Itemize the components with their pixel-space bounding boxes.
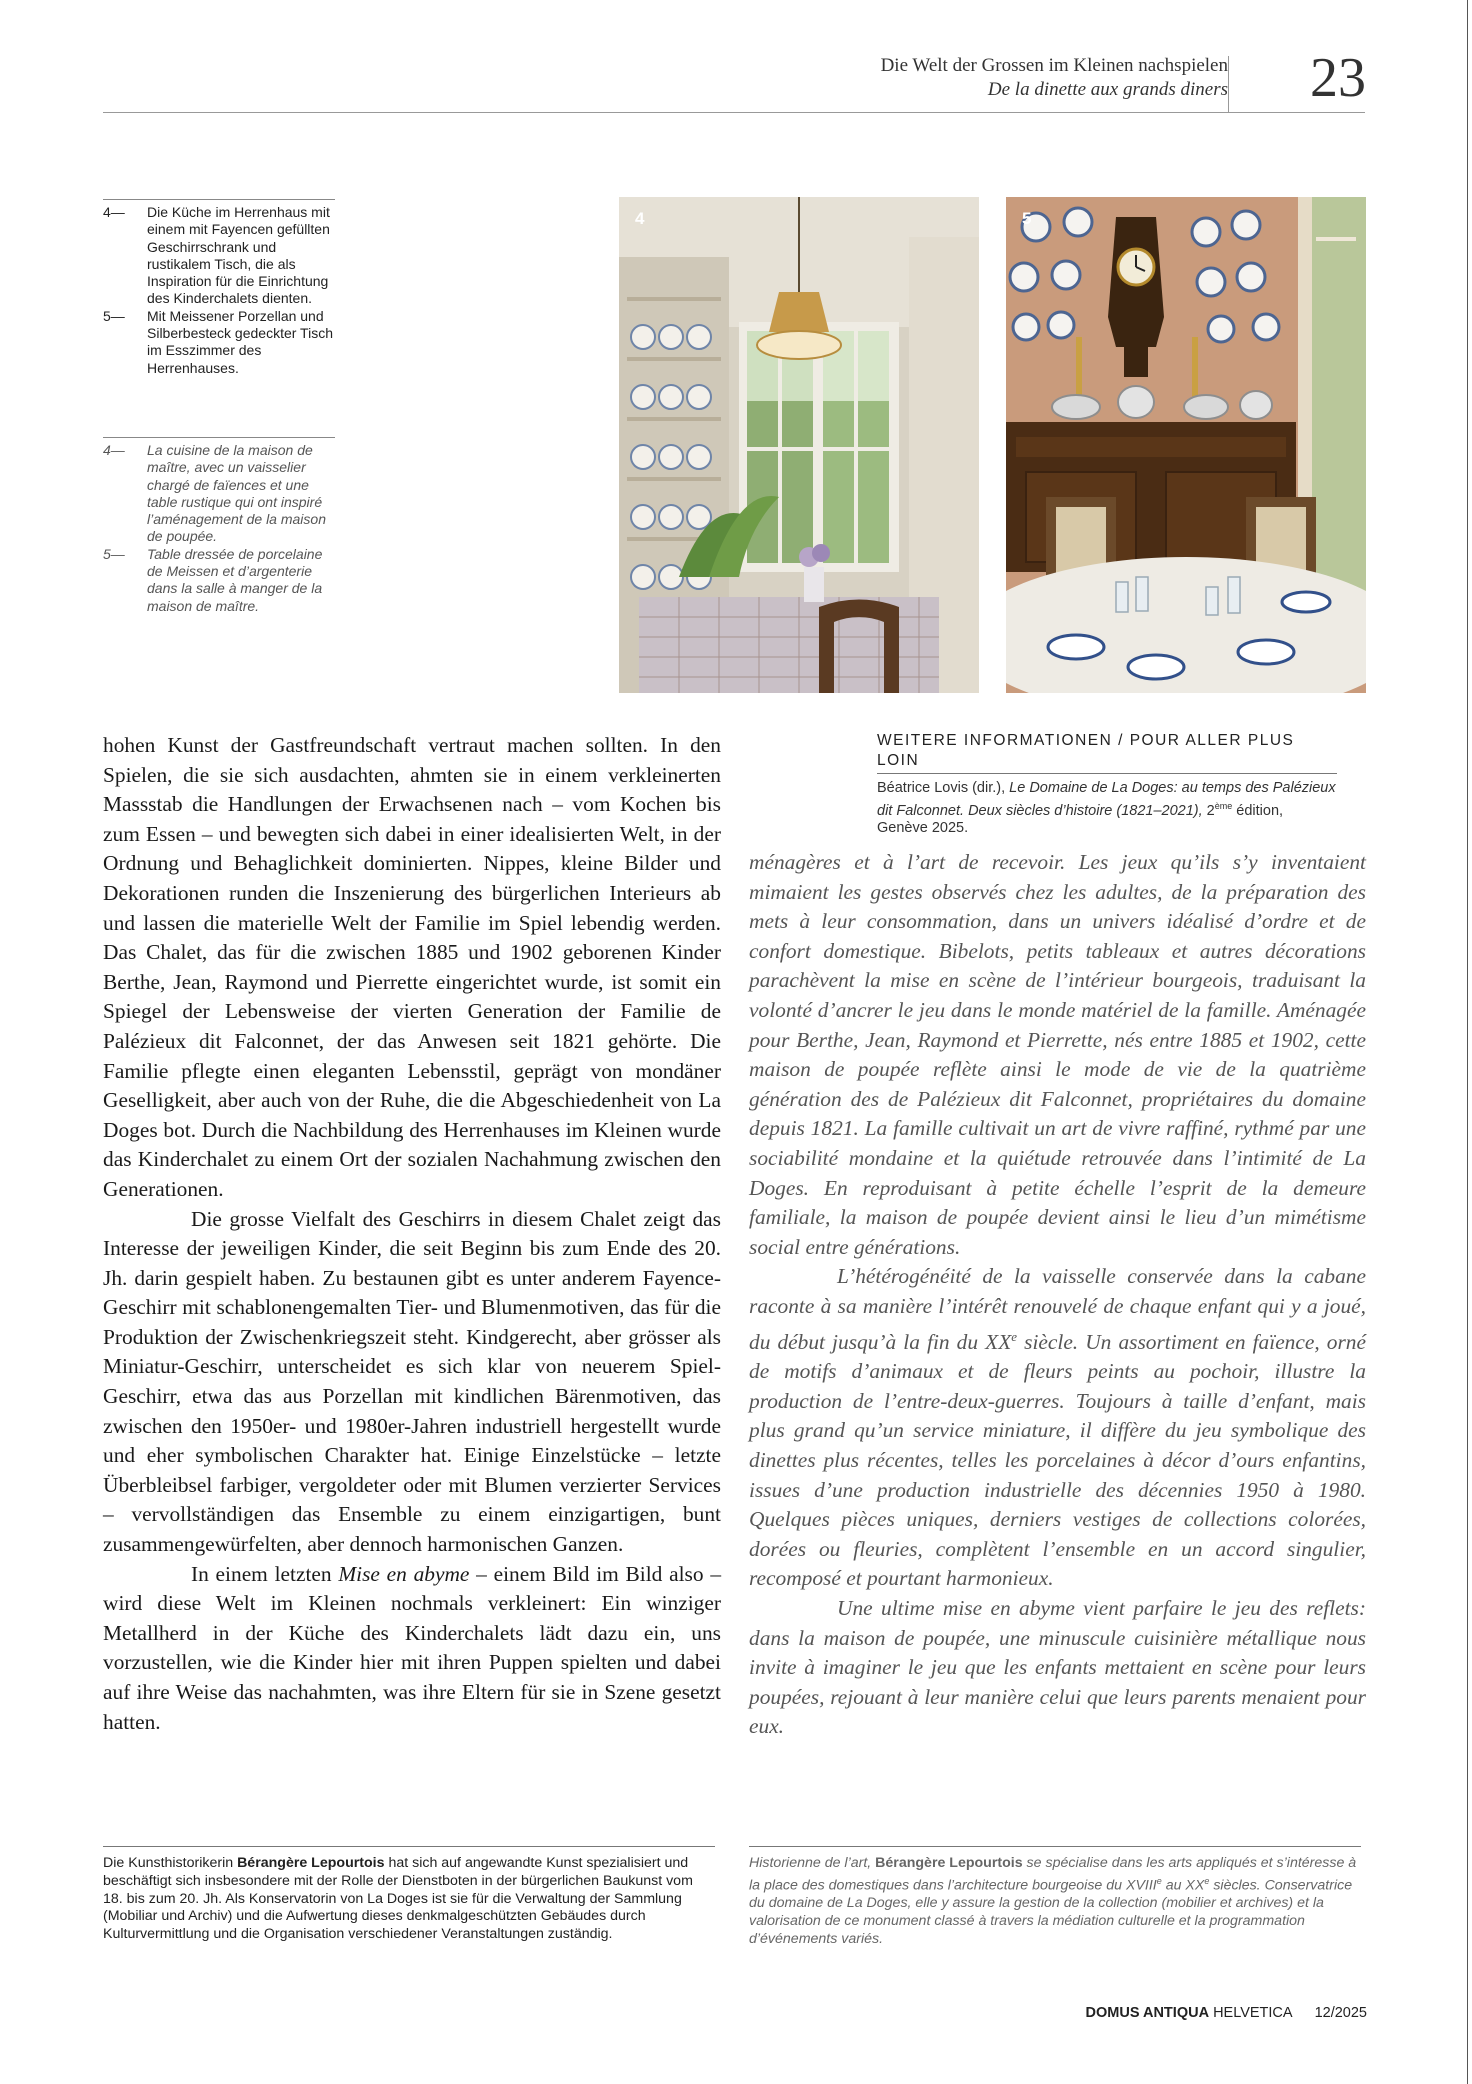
magazine-brand: DOMUS ANTIQUA [1085,2005,1210,2021]
header-title-de: Die Welt der Grossen im Kleinen nachspielen [880,55,1228,76]
further-info [877,731,1337,838]
paragraph-emphasis: Mise en abyme [338,1561,470,1586]
page-number: 23 [1310,47,1366,109]
further-info-rule [877,773,1337,774]
bio-pre: Historienne de l’art, [749,1855,876,1871]
reference-edition: édition, Genève 2025. [877,802,1284,837]
superscript: e [1011,1328,1018,1344]
header-separator [1228,56,1229,112]
paragraph-text: – einem Bild im Bild also – wird diese Welt im Kleinen nochmals verkleinert: Ein winziger Metallherd in der Küche des Kinderchalets lädt dazu ein, uns vorzustellen, wie die Kinder hier mit ihren Puppen spielten und dabei auf ihre Weise das nachahmten, was ihre Eltern für sie in Szene gesetzt hatten. [103,1561,722,1734]
body-text-fr [749,848,1366,1742]
reference-edition-number: 2 [1206,802,1215,819]
paragraph: ménagères et à l’art de recevoir. Les jeux qu’ils s’y inventaient mimaient les gestes observés chez les adultes, de la préparation des mets à leur consommation, dans un univers idéalisé d’ordre et de confort domestique. Bibelots, petits tableaux et autres décorations parachèvent la mise en scène de l’intérieur bourgeois, traduisant la volonté d’ancrer le jeu dans le monde matériel de la famille. Aménagée pour Berthe, Jean, Raymond et Pierrette, nés entre 1885 et 1902, cette maison de poupée reflète ainsi le mode de vie de la quatrième génération des de Palézieux dit Falconnet, propriétaires du domaine depuis 1821. La famille cultivait un art de vivre raffiné, rythmé par une sociabilité mondaine et la quiétude retrouvée dans l’intimité de La Doges. En reproduisant à petite échelle l’esprit de la demeure familiale, la maison de poupée devient ainsi le lieu d’un mimétisme social entre générations. [749,850,1366,1259]
reference-author: Béatrice Lovis (dir.), [877,780,1010,796]
caption-text: Die Küche im Herrenhaus mit einem mit Fayencen gefüllten Geschirrschrank und rustikalem Tisch, die als Inspiration für die Einrichtung des Kinderchalets dienten. [147,204,330,307]
paragraph: Die grosse Vielfalt des Geschirrs in diesem Chalet zeigt das Interesse der jeweiligen Kinder, die seit Beginn bis zum Ende des 20. Jh. darin gespielt haben. Zu bestaunen gibt es unter anderem Fayence-Geschirr mit schablonengemalten Tier- und Blumenmotiven, das für die Produktion der Zwischenkriegszeit steht. Kindgerecht, aber grösser als Miniatur-Geschirr, unterscheidet es sich klar von neuerem Spiel-Geschirr, etwa das aus Porzellan mit kindlichen Bärenmotiven, das zwischen den 1950er- und 1980er-Jahren industriell hergestellt wurde und eher symbolischen Charakter hat. Einige Einzelstücke – letzte Überbleibsel farbiger, vergoldeter oder mit Blumen verzierter Services – vervollständigen das Ensemble zu einem einzigartigen, bunt zusammengewürfelten, aber dennoch harmonischen Ganzen. [103,1206,721,1557]
header-rule [103,112,1365,113]
caption-number: 5— [103,545,125,562]
photo-number: 5 [1022,209,1032,228]
caption-number: 4— [103,442,125,458]
captions-fr [103,437,335,615]
caption-item [103,442,335,546]
bio-text [749,1855,1361,1949]
caption-item [103,204,335,308]
paragraph [103,1560,721,1738]
caption-number: 4— [103,204,125,220]
caption-text: Mit Meissener Porzellan und Silberbesteck gedeckter Tisch im Esszimmer des Herrenhauses. [147,307,333,376]
dining-illustration [1006,197,1366,693]
bio-rule [103,1846,715,1847]
author-bio-de [103,1846,715,1944]
paragraph-text: L’hétérogénéité de la vaisselle conservée dans la cabane raconte à sa manière l’intérêt renouvelé de chaque enfant qui y a joué, du début jusqu’à la fin du XX [749,1264,1366,1354]
photo-number: 4 [635,209,645,228]
caption-number: 5— [103,307,125,324]
bio-post: siècles. Conservatrice du domaine de La Doges, elle y assure la gestion de la collection (mobilier et archives) et la valorisation de ce monument classé à travers la médiation culturelle et la programmation d’événements variés. [749,1877,1353,1947]
caption-item [103,546,335,615]
paragraph-text: siècle. Un assortiment en faïence, orné de motifs d’animaux et de fleurs peints au pochoir, illustre la production de l’entre-deux-guerres. Toujours à taille d’enfant, mais plus grand qu’un service miniature, il diffère du jeu symbolique des dinettes plus récentes, telles les porcelaines à décor d’ours enfantins, issues d’une production industrielle des décennies 1950 à 1980. Quelques pièces uniques, derniers vestiges de collections colorées, dorées ou fleuries, complètent l’ensemble en un accord singulier, recomposé et pourtant harmonieux. [749,1329,1366,1591]
paragraph [749,1262,1366,1594]
paragraph: hohen Kunst der Gastfreundschaft vertraut machen sollten. In den Spielen, die sie sich ausdachten, ahmten sie in einem verkleinerten Massstab die Handlungen der Erwachsenen nach – vom Kochen bis zum Essen – und bewegten sich dabei in einer idealisierten Welt, in der Ordnung und Behaglichkeit dominierten. Nippes, kleine Bilder und Dekorationen runden die Inszenierung des bürgerlichen Interieurs ab und lassen die materielle Welt der Familie im Spiel lebendig werden. Das Chalet, das für die zwischen 1885 und 1902 geborenen Kinder Berthe, Jean, Raymond und Pierrette eingerichtet wurde, ist somit ein Spiegel der Lebensweise der vierten Generation der Familie de Palézieux dit Falconnet, der das Anwesen seit 1821 gehörte. Die Familie pflegte einen eleganten Lebensstil, geprägt von mondäner Geselligkeit, aber auch von der Ruhe, die die Abgeschiedenheit von La Doges bot. Durch die Nachbildung des Herrenhauses im Kleinen wurde das Kinderchalet zu einem Ort der sozialen Nachahmung zwischen den Generationen. [103,733,721,1201]
bio-post: hat sich auf angewandte Kunst spezialisiert und beschäftigt sich insbesondere mit der Rolle der Dienstboten in der bürgerlichen Baukunst vom 18. bis zum 20. Jh. Als Konservatorin von La Doges ist sie für die Verwaltung der Sammlung (Mobiliar und Archiv) und die Aufwertung dieses denkmalgeschützten Gebäudes durch Kulturvermittlung und die Organisation verschiedener Veranstaltungen zuständig. [103,1855,693,1943]
issue-number: 12/2025 [1314,2005,1367,2021]
author-bio-fr [749,1846,1361,1949]
running-header [881,54,1228,102]
header-title-fr: De la dinette aux grands diners [987,79,1228,100]
bio-pre: Die Kunsthistorikerin [103,1855,238,1871]
paragraph-text: In einem letzten [191,1561,339,1586]
caption-rule [103,199,335,200]
bio-mid2: au XX [1161,1877,1205,1894]
reference-work: Le Domaine de La Doges: au temps des Palézieux dit Falconnet. Deux siècles d’histoire (1821–2021), [877,780,1336,819]
caption-text: La cuisine de la maison de maître, avec un vaisselier chargé de faïences et une table rustique qui ont inspiré l’aménagement de la maison de poupée. [147,442,326,545]
page-edge-line [1467,0,1468,2084]
caption-text: Table dressée de porcelaine de Meissen et d’argenterie dans la salle à manger de la maison de maître. [147,545,323,614]
captions-de [103,199,335,377]
paragraph: Une ultime mise en abyme vient parfaire le jeu des reflets: dans la maison de poupée, une minuscule cuisinière métallique nous invite à imaginer le jeu que les enfants mettaient en scène pour leurs poupées, rejouant à leur manière celui que leurs parents menaient pour eux. [749,1595,1366,1739]
author-name: Bérangère Lepourtois [875,1855,1023,1871]
author-name: Bérangère Lepourtois [237,1855,385,1871]
reference-edition-sup: ème [1214,800,1233,811]
body-text-de [103,731,721,1737]
magazine-brand-suffix: HELVETICA [1209,2005,1293,2021]
kitchen-photo [619,197,979,693]
further-info-title: WEITERE INFORMATIONEN / POUR ALLER PLUS LOIN [877,732,1295,769]
bio-rule [749,1846,1361,1847]
caption-rule [103,437,335,438]
superscript: e [1156,1875,1162,1886]
bio-text [103,1855,715,1944]
caption-item [103,308,335,377]
superscript: e [1204,1875,1210,1886]
further-info-reference [877,780,1337,838]
dining-photo [1006,197,1366,693]
kitchen-illustration [619,197,979,693]
bio-mid: se spécialise dans les arts appliqués et s’intéresse à la place des domestiques dans l’architecture bourgeoise du XVIII [749,1855,1357,1894]
page-footer [1086,2005,1367,2021]
